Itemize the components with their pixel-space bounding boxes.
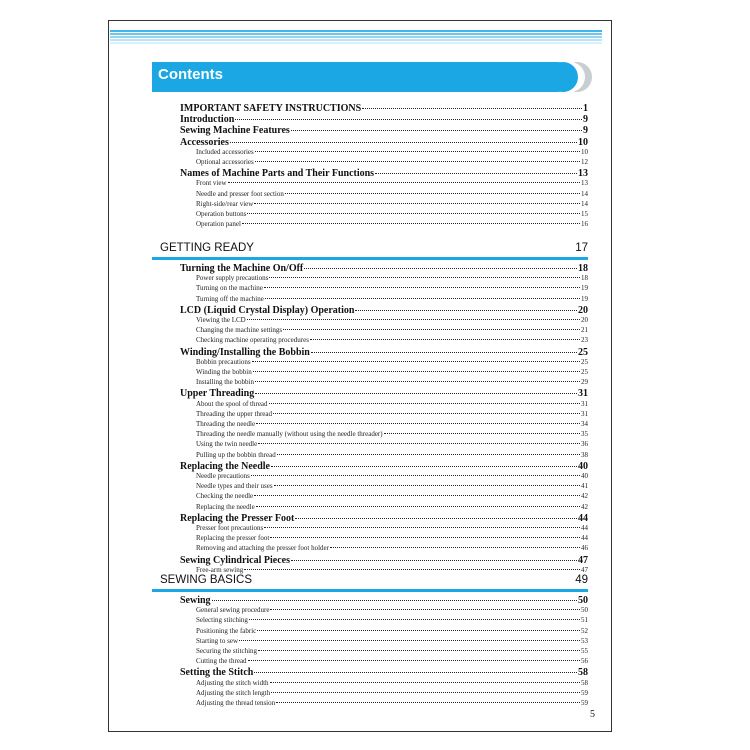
page-number: 5 [590,709,595,720]
toc-entry-title: Checking machine operating procedures [196,336,309,345]
toc-subentry[interactable] [196,607,588,614]
toc-entry-title: Names of Machine Parts and Their Functions [180,168,375,180]
toc-entry-title: Front view [196,179,227,188]
toc-entry-page: 19 [581,294,588,303]
toc-subentry[interactable] [196,628,588,635]
dot-leader [265,298,580,299]
toc-entry-title: Adjusting the thread tension [196,699,276,707]
dot-leader [254,495,580,496]
toc-entry[interactable] [180,104,588,114]
section-page: 17 [575,242,588,254]
toc-entry[interactable] [180,115,588,125]
toc-subentry[interactable] [196,473,588,480]
dot-leader [255,381,580,382]
dot-leader [384,433,580,434]
toc-entry-page: 18 [578,263,588,274]
toc-entry[interactable] [180,126,588,136]
toc-entry[interactable] [180,389,588,399]
toc-entry-title: Using the twin needle [196,440,258,449]
toc-entry-page: 35 [581,430,588,439]
toc-entry-title: Threading the needle manually (without using the needle threader) [196,430,383,439]
toc-entry-page: 31 [578,388,588,400]
toc-entry-page: 41 [581,482,588,491]
toc-subentry[interactable] [196,567,588,574]
toc-entry-title: Needle and presser foot section [196,189,284,198]
dot-leader [251,475,580,476]
dot-leader [291,560,577,561]
toc-entry-page: 23 [581,336,588,345]
dot-leader [254,672,577,673]
dot-leader [285,193,580,194]
toc-entry-title: Adjusting the stitch length [196,688,271,697]
toc-entry-page: 29 [581,378,588,387]
dot-leader [264,287,580,288]
toc-entry-page: 56 [581,657,588,666]
toc-entry[interactable] [180,556,588,566]
toc-entry-title: Sewing Cylindrical Pieces [180,554,290,566]
toc-entry-title: Bobbin precautions [196,357,251,366]
toc-entry-title: Operation panel [196,220,241,229]
toc-entry-page: 13 [581,179,588,188]
dot-leader [291,130,582,131]
dot-leader [355,310,577,311]
toc-subentry[interactable] [196,545,588,552]
toc-subentry[interactable] [196,359,588,366]
header-stripes [110,30,602,46]
toc-subentry[interactable] [196,159,588,166]
toc-entry-title: Checking the needle [196,492,254,501]
toc-entry-title: Starting to sew [196,636,238,645]
toc-entry-title: Setting the Stitch [180,667,254,679]
banner-arc-blue [548,62,578,92]
toc-subentry[interactable] [196,379,588,386]
toc-subentry[interactable] [196,191,588,198]
toc-subentry[interactable] [196,493,588,500]
dot-leader [310,339,580,340]
dot-leader [249,619,580,620]
section-heading[interactable] [160,242,588,254]
toc-entry-title: Replacing the Needle [180,460,270,472]
dot-leader [228,182,580,183]
toc-entry[interactable] [180,514,588,524]
toc-subentry[interactable] [196,504,588,511]
dot-leader [277,454,580,455]
toc-entry-title: Winding/Installing the Bobbin [180,346,310,358]
toc-entry-page: 47 [581,565,588,574]
toc-entry-page: 25 [581,357,588,366]
toc-entry-page: 36 [581,440,588,449]
dot-leader [239,640,580,641]
toc-subentry[interactable] [196,201,588,208]
toc-entry-title: Changing the machine settings [196,326,283,335]
toc-subentry[interactable] [196,401,588,408]
dot-leader [230,142,577,143]
toc-entry-title: Turning on the machine [196,284,263,293]
toc-entry-page: 25 [578,346,588,358]
toc-entry-title: Positioning the fabric [196,626,257,635]
toc-entry-title: Sewing Machine Features [180,125,290,137]
toc-entry-page: 59 [581,688,588,697]
toc-entry-page: 12 [581,158,588,166]
toc-subentry[interactable] [196,690,588,697]
toc-entry-page: 50 [578,595,588,606]
toc-entry-page: 44 [581,524,588,532]
section-page: 49 [575,574,588,586]
section-title: GETTING READY [160,242,254,254]
toc-entry-page: 58 [578,667,588,679]
dot-leader [273,413,580,414]
dot-leader [271,466,577,467]
dot-leader [255,393,577,394]
toc-subentry[interactable] [196,296,588,303]
toc-subentry[interactable] [196,327,588,334]
dot-leader [256,506,580,507]
toc-entry[interactable] [180,306,588,316]
toc-subentry[interactable] [196,411,588,418]
section-heading[interactable] [160,574,588,586]
dot-leader [269,403,580,404]
toc-subentry[interactable] [196,680,588,687]
toc-entry-title: LCD (Liquid Crystal Display) Operation [180,304,355,316]
toc-subentry[interactable] [196,221,588,228]
dot-leader [248,660,580,661]
toc-entry-page: 38 [581,450,588,459]
section-rule [152,589,588,592]
toc-entry-title: Power supply precautions [196,274,269,283]
toc-entry[interactable] [180,169,588,179]
toc-entry-title: Cutting the thread [196,657,247,666]
toc-entry-title: Removing and attaching the presser foot holder [196,544,329,553]
toc-entry-page: 59 [581,699,588,707]
toc-entry-page: 50 [581,606,588,615]
toc-subentry[interactable] [196,149,588,156]
dot-leader [255,161,580,162]
toc-entry-page: 42 [581,502,588,511]
toc-entry-page: 14 [581,189,588,198]
dot-leader [256,423,580,424]
toc-entry[interactable] [180,462,588,472]
toc-entry-page: 44 [578,512,588,524]
toc-entry-title: Adjusting the stitch width [196,678,269,687]
toc-entry-page: 31 [581,399,588,408]
toc-entry-page: 14 [581,199,588,208]
dot-leader [283,329,580,330]
toc-entry-title: Replacing the needle [196,502,255,511]
toc-subentry[interactable] [196,638,588,645]
dot-leader [253,371,580,372]
toc-entry-page: 34 [581,420,588,428]
dot-leader [212,600,577,601]
toc-entry-title: Introduction [180,114,235,126]
dot-leader [247,319,580,320]
dot-leader [258,650,580,651]
toc-subentry[interactable] [196,211,588,218]
toc-subentry[interactable] [196,648,588,655]
toc-entry-page: 20 [581,316,588,324]
dot-leader [257,630,580,631]
toc-subentry[interactable] [196,525,588,532]
toc-entry-title: Free-arm sewing [196,565,244,574]
toc-subentry[interactable] [196,317,588,324]
toc-entry-title: Needle types and their uses [196,482,273,491]
toc-entry-page: 42 [581,492,588,501]
toc-subentry[interactable] [196,700,588,707]
toc-entry-title: About the spool of thread [196,399,268,408]
toc-entry-title: Turning the Machine On/Off [180,263,304,274]
dot-leader [375,173,577,174]
toc-subentry[interactable] [196,441,588,448]
toc-entry-page: 9 [583,114,588,126]
toc-entry-page: 40 [581,472,588,480]
toc-entry-title: Winding the bobbin [196,368,252,376]
toc-entry-title: Pulling up the bobbin thread [196,450,276,459]
toc-entry-page: 19 [581,284,588,293]
toc-entry-page: 31 [581,409,588,418]
toc-entry-page: 16 [581,220,588,229]
dot-leader [304,268,577,269]
toc-subentry[interactable] [196,658,588,665]
toc-entry-page: 47 [578,554,588,566]
toc-subentry[interactable] [196,369,588,376]
toc-entry-title: Installing the bobbin [196,378,254,387]
toc-entry-page: 21 [581,326,588,335]
toc-entry[interactable] [180,348,588,358]
toc-entry-title: Threading the upper thread [196,409,272,418]
toc-entry-title: IMPORTANT SAFETY INSTRUCTIONS [180,103,362,114]
dot-leader [270,682,580,683]
dot-leader [276,702,580,703]
toc-entry-title: Turning off the machine [196,294,264,303]
dot-leader [274,485,580,486]
toc-entry-page: 25 [581,368,588,376]
dot-leader [258,443,580,444]
toc-entry-page: 18 [581,274,588,283]
dot-leader [269,277,580,278]
toc-entry-page: 9 [583,125,588,137]
toc-entry-page: 51 [581,616,588,625]
toc-entry-title: Upper Threading [180,388,255,400]
toc-entry-title: Accessories [180,136,229,148]
section-rule [152,257,588,260]
dot-leader [264,527,580,528]
toc-entry-page: 46 [581,544,588,553]
toc-entry-page: 10 [578,136,588,148]
toc-entry-title: Right-side/rear view [196,199,254,208]
toc-entry-page: 15 [581,210,588,218]
dot-leader [362,108,582,109]
dot-leader [255,151,580,152]
toc-entry-page: 53 [581,636,588,645]
toc-entry-page: 10 [581,147,588,156]
toc-entry-title: Selecting stitching [196,616,248,625]
toc-entry-title: Optional accessories [196,158,254,166]
dot-leader [244,569,580,570]
toc-entry[interactable] [180,264,588,274]
toc-entry-title: Operation buttons [196,210,247,218]
toc-subentry[interactable] [196,180,588,187]
dot-leader [330,547,580,548]
dot-leader [270,537,580,538]
toc-entry[interactable] [180,596,588,606]
toc-entry-page: 58 [581,678,588,687]
dot-leader [247,213,580,214]
toc-subentry[interactable] [196,483,588,490]
dot-leader [311,352,577,353]
toc-subentry[interactable] [196,275,588,282]
toc-subentry[interactable] [196,617,588,624]
dot-leader [254,203,580,204]
toc-subentry[interactable] [196,535,588,542]
toc-entry-page: 1 [583,103,588,114]
toc-subentry[interactable] [196,285,588,292]
toc-entry-title: Viewing the LCD [196,316,246,324]
toc-entry-title: Included accessories [196,147,254,156]
toc-entry-title: Replacing the presser foot [196,534,270,543]
toc-entry-title: Replacing the Presser Foot [180,512,295,524]
toc-entry-page: 20 [578,304,588,316]
dot-leader [270,609,580,610]
toc-entry-title: Securing the stitching [196,647,258,655]
toc-subentry[interactable] [196,337,588,344]
dot-leader [235,119,582,120]
toc-subentry[interactable] [196,452,588,459]
dot-leader [295,518,577,519]
toc-entry-page: 52 [581,626,588,635]
toc-entry-title: Sewing [180,595,211,606]
toc-entry-title: Needle precautions [196,472,250,480]
toc-entry-page: 40 [578,460,588,472]
toc-subentry[interactable] [196,431,588,438]
page-title: Contents [158,66,223,83]
section-title: SEWING BASICS [160,574,253,586]
toc-entry-page: 44 [581,534,588,543]
toc-entry[interactable] [180,138,588,148]
toc-entry-title: General sewing procedure [196,606,270,615]
toc-entry[interactable] [180,668,588,678]
toc-entry-title: Presser foot precautions [196,524,264,532]
dot-leader [242,223,580,224]
toc-entry-page: 55 [581,647,588,655]
dot-leader [271,692,580,693]
toc-subentry[interactable] [196,421,588,428]
toc-entry-title: Threading the needle [196,420,256,428]
toc-entry-page: 13 [578,168,588,180]
dot-leader [252,361,580,362]
